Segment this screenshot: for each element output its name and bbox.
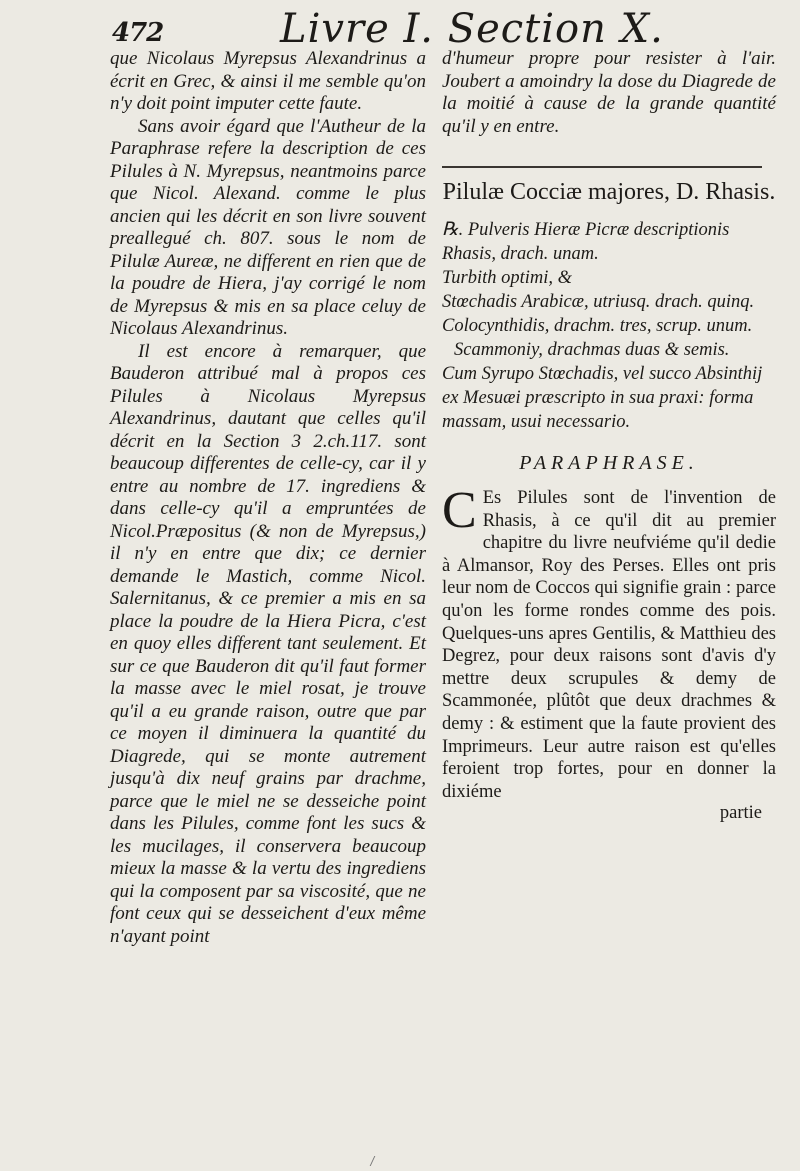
recipe-line: Turbith optimi, &: [442, 268, 573, 288]
page-number: 472: [112, 18, 164, 48]
left-paragraph-3: Il est encore à remarquer, que Bauderon attribué mal à propos ces Pilules à Nicolaus Myrepsus Alexandrinus, dautant que celles qu'il décrit en la Section 3 2.ch.117. sont beaucoup differentes de celle-cy, car il y entre au nombre de 17. ingrediens & dans celle-cy qu'il a empruntées de Nicol.Præpositus (& non de Myrepsus,) il n'y en entre que dix; ce dernier demande le Mastich, comme Nicol. Salernitanus, & ce premier a mis en sa place la poudre de la Hiera Picra, c'est en quoy elles different tant seulement. Et sur ce que Bauderon dit qu'il faut former la masse avec le miel rosat, je trouve qu'il a eu grande raison, outre que par ce moyen il diminuera la quantité du Diagrede, qui se monte autrement jusqu'à dix neuf grains par drachme, parce que le miel ne se desseiche point dans les Pilules, comme font les sucs & les mucilages, il conservera beaucoup mieux la masse & la vertu des ingrediens qui la composent par sa viscosité, que ne font ceux qui se desseichent d'eux même n'ayant point: [110, 340, 426, 947]
recipe-block: [442, 218, 776, 434]
left-paragraph-1: que Nicolaus Myrepsus Alexandrinus a écrit en Grec, & ainsi il me semble qu'on n'y doit point imputer cette faute.: [110, 48, 426, 114]
recipe-line: Stœchadis Arabicæ, utriusq. drach. quinq.: [442, 292, 755, 312]
left-paragraph-2: Sans avoir égard que l'Autheur de la Paraphrase refere la description de ces Pilules à N. Myrepsus, neantmoins parce que Nicol. Alexand. comme le plus ancien qui les décrit en son livre souvent preallegué ch. 807. sous le nom de Pilulæ Aureæ, ne different en rien que de la poudre de Hiera, j'ay corrigé le nom de Myrepsus & mis en sa place celuy de Nicolaus Alexandrinus.: [110, 115, 426, 339]
section-divider: [442, 166, 762, 168]
paraphrase-heading: PARAPHRASE.: [519, 452, 699, 474]
drop-cap: C: [442, 482, 477, 539]
gutter-mark: [370, 1156, 386, 1166]
recipe-line: Cum Syrupo Stœchadis, vel succo Absinthij ex Mesuæi præscripto in sua praxi: forma massam, usui necessario.: [442, 364, 763, 432]
recipe-line: Colocynthidis, drachm. tres, scrup. unum.: [442, 316, 753, 336]
left-column: [110, 48, 426, 948]
paraphrase-text: Es Pilules sont de l'invention de Rhasis, à ce qu'il dit au premier chapitre du livre neufviéme qu'il dedie à Almansor, Roy des Perses. Elles ont pris leur nom de Coccos qui signifie grain : parce qu'on les forme rondes comme des pois. Quelques-uns apres Gentilis, & Matthieu des Degrez, pour deux raisons sont d'avis d'y mettre deux scrupules & demy de Scammonée, plûtôt que deux drachmes & demy : & estiment que la faute provient des Imprimeurs. Leur autre raison est qu'elles feroient trop fortes, pour en donner la dixiéme: [442, 488, 776, 802]
paraphrase-paragraph: [442, 482, 776, 803]
right-column: [442, 48, 776, 824]
recipe-title: Pilulæ Cocciæ majores, D. Rhasis.: [442, 179, 776, 205]
continuation-text: d'humeur propre pour resister à l'air. Joubert a amoindry la dose du Diagrede de la moitié à cause de la grande quantité qu'il y en entre.: [442, 48, 776, 137]
catchword: partie: [719, 803, 762, 824]
recipe-line: Scammoniy, drachmas duas & semis.: [454, 340, 730, 360]
recipe-line: ℞. Pulveris Hieræ Picræ descriptionis Rhasis, drach. unam.: [442, 220, 730, 264]
running-title: Livre I. Section X.: [280, 6, 664, 52]
